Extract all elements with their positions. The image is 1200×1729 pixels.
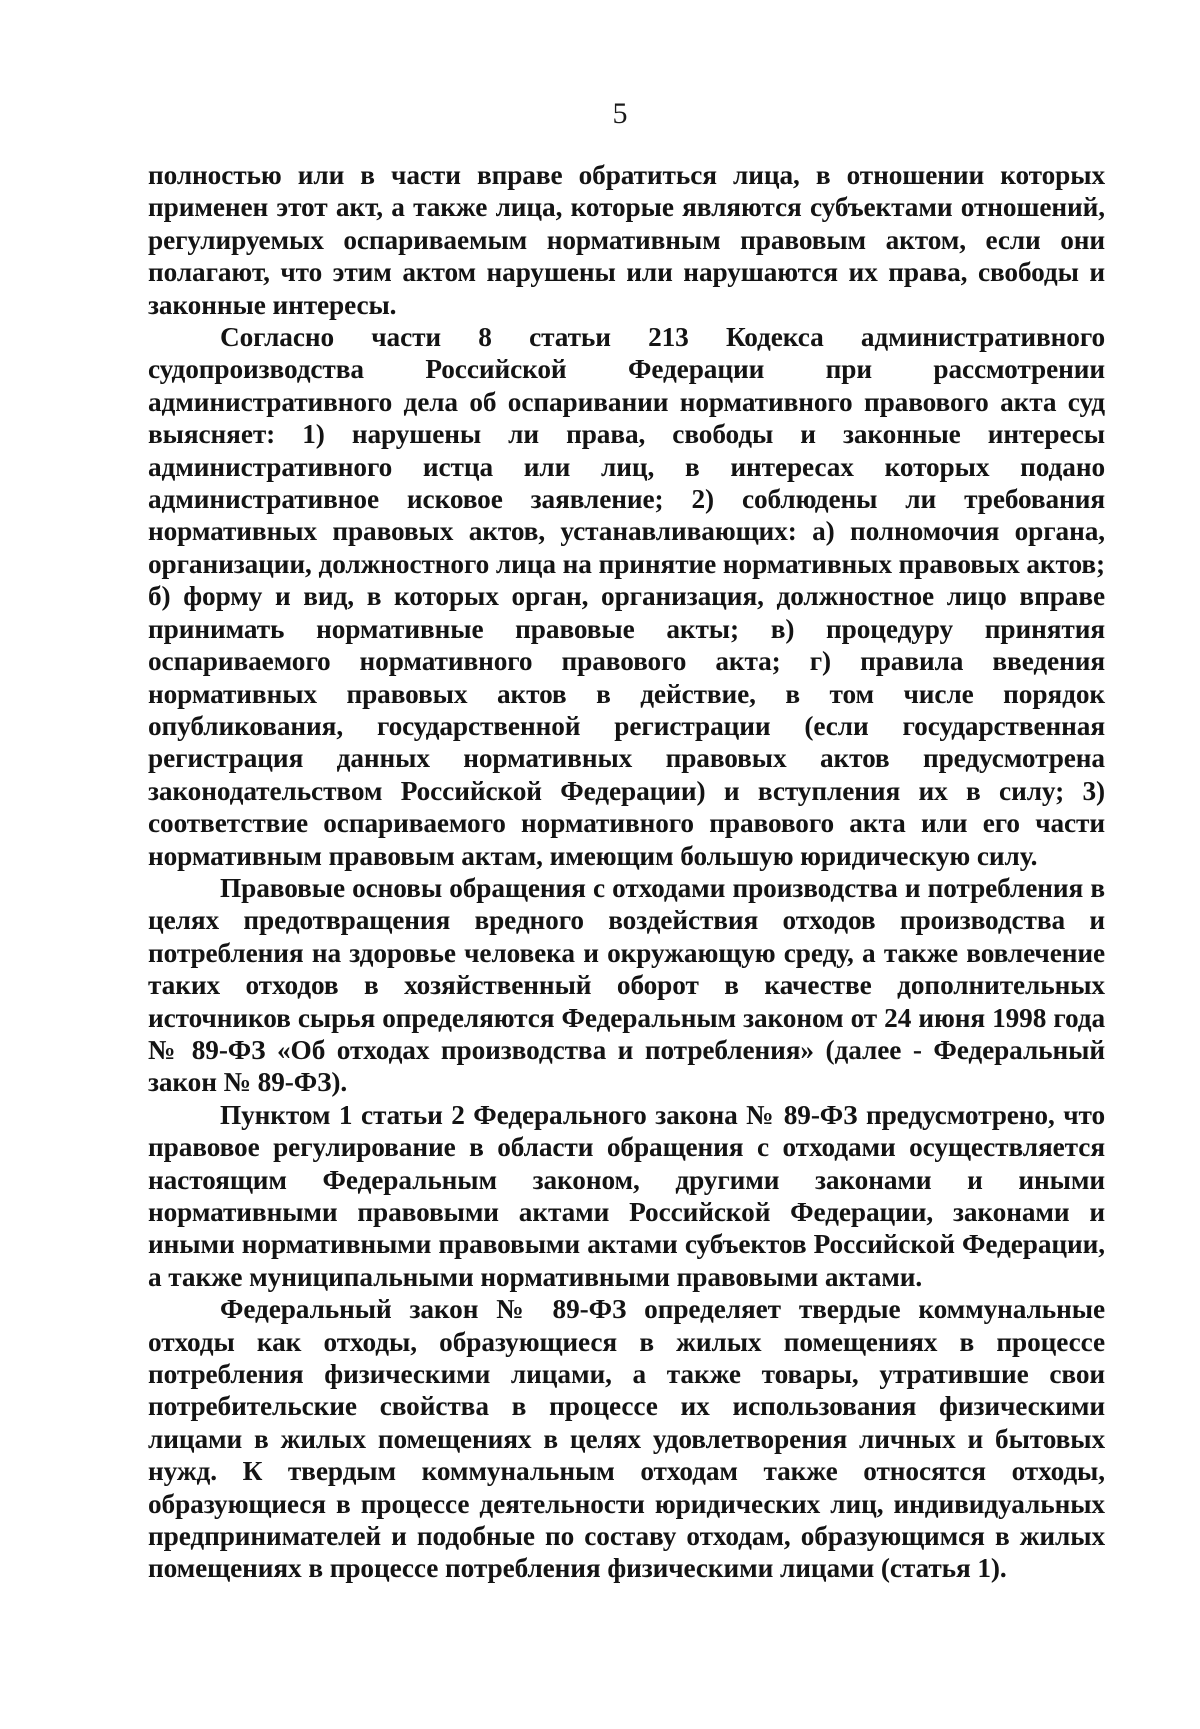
- paragraph-legal-regulation: Пунктом 1 статьи 2 Федерального закона № 89-ФЗ предусмотрено, что правовое регулирование в области обращения с отходами осуществляется настоящим Федеральным законом, другими законами и иными нормативными правовыми актами Российской Федерации, законами и иными нормативными правовыми актами субъектов Российской Федерации, а также муниципальными нормативными правовыми актами.: [148, 1099, 1105, 1292]
- page-number: 5: [612, 97, 628, 130]
- paragraph-continuation: полностью или в части вправе обратиться лица, в отношении которых применен этот акт, а также лица, которые являются субъектами отношений, регулируемых оспариваемым нормативным правовым актом, если они полагают, что этим актом нарушены или нарушаются их права, свободы и законные интересы.: [148, 160, 1105, 320]
- paragraph-msw-definition: Федеральный закон № 89-ФЗ определяет твердые коммунальные отходы как отходы, образующиеся в жилых помещениях в процессе потребления физическими лицами, а также товары, утратившие свои потребительские свойства в процессе их использования физическими лицами в жилых помещениях в целях удовлетворения личных и бытовых нужд. К твердым коммунальным отходам также относятся отходы, образующиеся в процессе деятельности юридических лиц, индивидуальных предпринимателей и подобные по составу отходам, образующимся в жилых помещениях в процессе потребления физическими лицами (статья 1).: [148, 1294, 1105, 1584]
- paragraph-kas-article-213: Согласно части 8 статьи 213 Кодекса административного судопроизводства Российской Федерации при рассмотрении административного дела об оспаривании нормативного правового акта суд выясняет: 1) нарушены ли права, свободы и законные интересы административного истца или лиц, в интересах которых подано административное исковое заявление; 2) соблюдены ли требования нормативных правовых актов, устанавливающих: а) полномочия органа, организации, должностного лица на принятие нормативных правовых актов; б) форму и вид, в которых орган, организация, должностное лицо вправе принимать нормативные правовые акты; в) процедуру принятия оспариваемого нормативного правового акта; г) правила введения нормативных правовых актов в действие, в том числе порядок опубликования, государственной регистрации (если государственная регистрация данных нормативных правовых актов предусмотрена законодательством Российской Федерации) и вступления их в силу; 3) соответствие оспариваемого нормативного правового акта или его части нормативным правовым актам, имеющим большую юридическую силу.: [148, 322, 1105, 871]
- paragraph-waste-law-basis: Правовые основы обращения с отходами производства и потребления в целях предотвращения вредного воздействия отходов производства и потребления на здоровье человека и окружающую среду, а также вовлечение таких отходов в хозяйственный оборот в качестве дополнительных источников сырья определяются Федеральным законом от 24 июня 1998 года № 89-ФЗ «Об отходах производства и потребления» (далее - Федеральный закон № 89-ФЗ).: [148, 872, 1105, 1098]
- document-body: [148, 159, 1105, 1585]
